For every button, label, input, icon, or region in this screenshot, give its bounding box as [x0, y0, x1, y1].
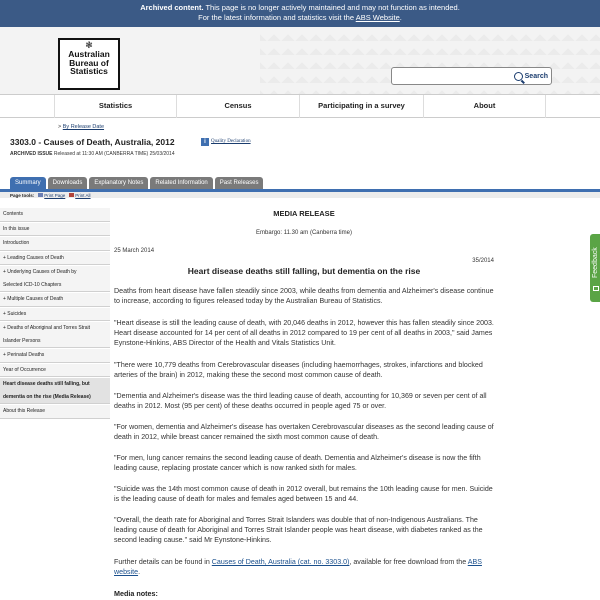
latest-suffix: . [399, 13, 402, 22]
archive-banner [0, 0, 600, 27]
sidebar-item-media-release[interactable] [0, 377, 110, 404]
sidebar-item-label: + Deaths of Aboriginal and Torres Strait [3, 325, 91, 331]
search-input[interactable] [395, 70, 505, 82]
paragraph: "Overall, the death rate for Aboriginal and Torres Strait Islanders was double that of non-Indigenous Australians. The leading cause of death for Aboriginal and Torres Strait Islander people was heart disease, with diabetes ranked as the second leading cause." said Mr Eynstone-Hinkins. [114, 516, 483, 544]
further-details-paragraph [114, 557, 494, 577]
sidebar-item-label: Selected ICD-10 Chapters [3, 281, 62, 288]
abs-logo[interactable] [58, 38, 120, 90]
sidebar-item-aboriginal-deaths[interactable] [0, 321, 110, 348]
print-all-link[interactable] [69, 193, 90, 198]
printer-icon [38, 193, 43, 197]
search-box [391, 67, 552, 85]
site-header [0, 27, 600, 94]
sidebar-item-about-this-release[interactable]: About this Release [0, 404, 110, 419]
quality-declaration-link[interactable]: Quality Declaration [211, 139, 251, 144]
media-release-heading: MEDIA RELEASE [273, 209, 335, 218]
coat-of-arms-icon: ❃ [85, 40, 93, 50]
page-tools-label: Page tools: [10, 192, 35, 198]
sidebar-item-label: Heart disease deaths still falling, but [3, 381, 90, 387]
archived-issue-label: ARCHIVED ISSUE [10, 151, 53, 157]
further-details-mid: , available for free download from the [349, 558, 468, 566]
archive-notice [0, 3, 600, 13]
sidebar-item-contents[interactable]: Contents [0, 207, 110, 222]
sidebar-item-label: Islander Persons [3, 337, 41, 344]
sidebar-item-leading-causes[interactable]: + Leading Causes of Death [0, 251, 110, 266]
paragraph: "For women, dementia and Alzheimer's disease has overtaken Cerebrovascular diseases as the second leading cause of death in 2012, while breast cancer remained the sixth most common cause of death. [114, 423, 494, 441]
page-title: 3303.0 - Causes of Death, Australia, 2012 [10, 137, 175, 147]
tab-summary[interactable]: Summary [10, 177, 46, 189]
nav-participating-in-a-survey[interactable]: Participating in a survey [299, 95, 423, 118]
paragraph: "For men, lung cancer remains the second leading cause of death. Dementia and Alzheimer's disease is now the fifth leading cause, replacing prostate cancer which is now ranked sixth for males. [114, 454, 481, 472]
further-details-suffix: . [138, 568, 141, 576]
sidebar-item-in-this-issue[interactable]: In this issue [0, 222, 110, 237]
logo-line-2: Bureau of [69, 57, 109, 68]
released-text: Released at 11:30 AM (CANBERRA TIME) 25/03/2014 [52, 151, 175, 157]
embargo-text: Embargo: 11.30 am (Canberra time) [256, 230, 352, 236]
archived-label: Archived content. [140, 3, 204, 12]
abs-website-content-link[interactable]: ABS website [114, 558, 482, 576]
sidebar [0, 207, 110, 419]
tab-bar [10, 177, 263, 189]
sidebar-item-year-of-occurrence[interactable]: Year of Occurrence [0, 363, 110, 378]
logo-line-3: Statistics [70, 66, 108, 76]
print-all-icon [69, 193, 74, 197]
tab-explanatory-notes[interactable]: Explanatory Notes [89, 177, 148, 189]
info-icon[interactable]: i [201, 138, 209, 146]
breadcrumb-link-by-release-date[interactable]: By Release Date [62, 124, 105, 130]
further-details-prefix: Further details can be found in [114, 558, 212, 566]
nav-about[interactable]: About [423, 95, 546, 118]
search-button-label: Search [524, 72, 548, 80]
paragraph: "Heart disease is still the leading cause of death, with 20,046 deaths in 2012, however this has fallen steadily since 2003. Heart disease accounted for 14 per cent of all deaths in 2012 compared to 19 per cent of all deaths in 2003," said James Eynstone-Hinkins, ABS Director of the Health and Vitals Statistics Unit. [114, 319, 494, 347]
feedback-button[interactable] [590, 234, 600, 302]
paragraph: Deaths from heart disease have fallen steadily since 2003, while deaths from dementia and Alzheimer's disease continue to increase, according to figures released today by the Australian Bureau of Statistics. [114, 287, 494, 305]
headline: Heart disease deaths still falling, but dementia on the rise [187, 266, 421, 276]
tab-past-releases[interactable]: Past Releases [215, 177, 264, 189]
sidebar-item-introduction[interactable]: Introduction [0, 236, 110, 251]
archived-text: This page is no longer actively maintained and may not function as intended. [203, 3, 460, 12]
sidebar-item-suicides[interactable]: + Suicides [0, 307, 110, 322]
nav-census[interactable]: Census [176, 95, 299, 118]
sidebar-item-label: dementia on the rise (Media Release) [3, 393, 91, 400]
tab-related-information[interactable]: Related Information [150, 177, 212, 189]
print-all-label: Print All [75, 192, 91, 198]
latest-prefix: For the latest information and statistics visit the [198, 13, 356, 22]
paragraph: "There were 10,779 deaths from Cerebrovascular diseases (including haemorrhages, strokes, infarctions and blocked arteries of the brain) in 2012, making these the second most common cause of death. [114, 361, 483, 379]
feedback-icon [593, 286, 599, 291]
release-number: 35/2014 [472, 258, 494, 264]
abs-website-link[interactable]: ABS Website [355, 13, 400, 22]
print-page-link[interactable] [38, 193, 65, 198]
paragraph: "Dementia and Alzheimer's disease was the third leading cause of death, accounting for 10,369 or seven per cent of all deaths in 2012. Most (95 per cent) of these deaths occurred in people aged 75 or over. [114, 392, 487, 410]
causes-of-death-link[interactable]: Causes of Death, Australia (cat. no. 3303.0) [211, 558, 350, 566]
release-info [10, 151, 175, 157]
breadcrumb [58, 124, 104, 130]
breadcrumb-prefix: > [58, 124, 63, 130]
search-icon [514, 72, 523, 81]
sidebar-item-underlying-causes[interactable] [0, 265, 110, 292]
print-page-label: Print Page [44, 192, 66, 198]
nav-statistics[interactable]: Statistics [54, 95, 176, 118]
feedback-label: Feedback [592, 247, 599, 278]
tab-downloads[interactable]: Downloads [48, 177, 88, 189]
logo-line-1: Australian [68, 49, 110, 59]
sidebar-item-multiple-causes[interactable]: + Multiple Causes of Death [0, 292, 110, 307]
sidebar-item-label: + Underlying Causes of Death by [3, 269, 77, 275]
sidebar-item-perinatal-deaths[interactable]: + Perinatal Deaths [0, 348, 110, 363]
page-tools [0, 192, 600, 198]
latest-notice [0, 13, 600, 23]
search-button[interactable] [514, 70, 548, 82]
media-notes-heading: Media notes: [114, 589, 158, 598]
main-nav [0, 94, 600, 118]
paragraph: "Suicide was the 14th most common cause of death in 2012 overall, but remains the 10th leading cause for men. Suicide is the leading cause of death for males and females aged between 15 and 44. [114, 485, 493, 503]
release-date: 25 March 2014 [114, 248, 155, 254]
